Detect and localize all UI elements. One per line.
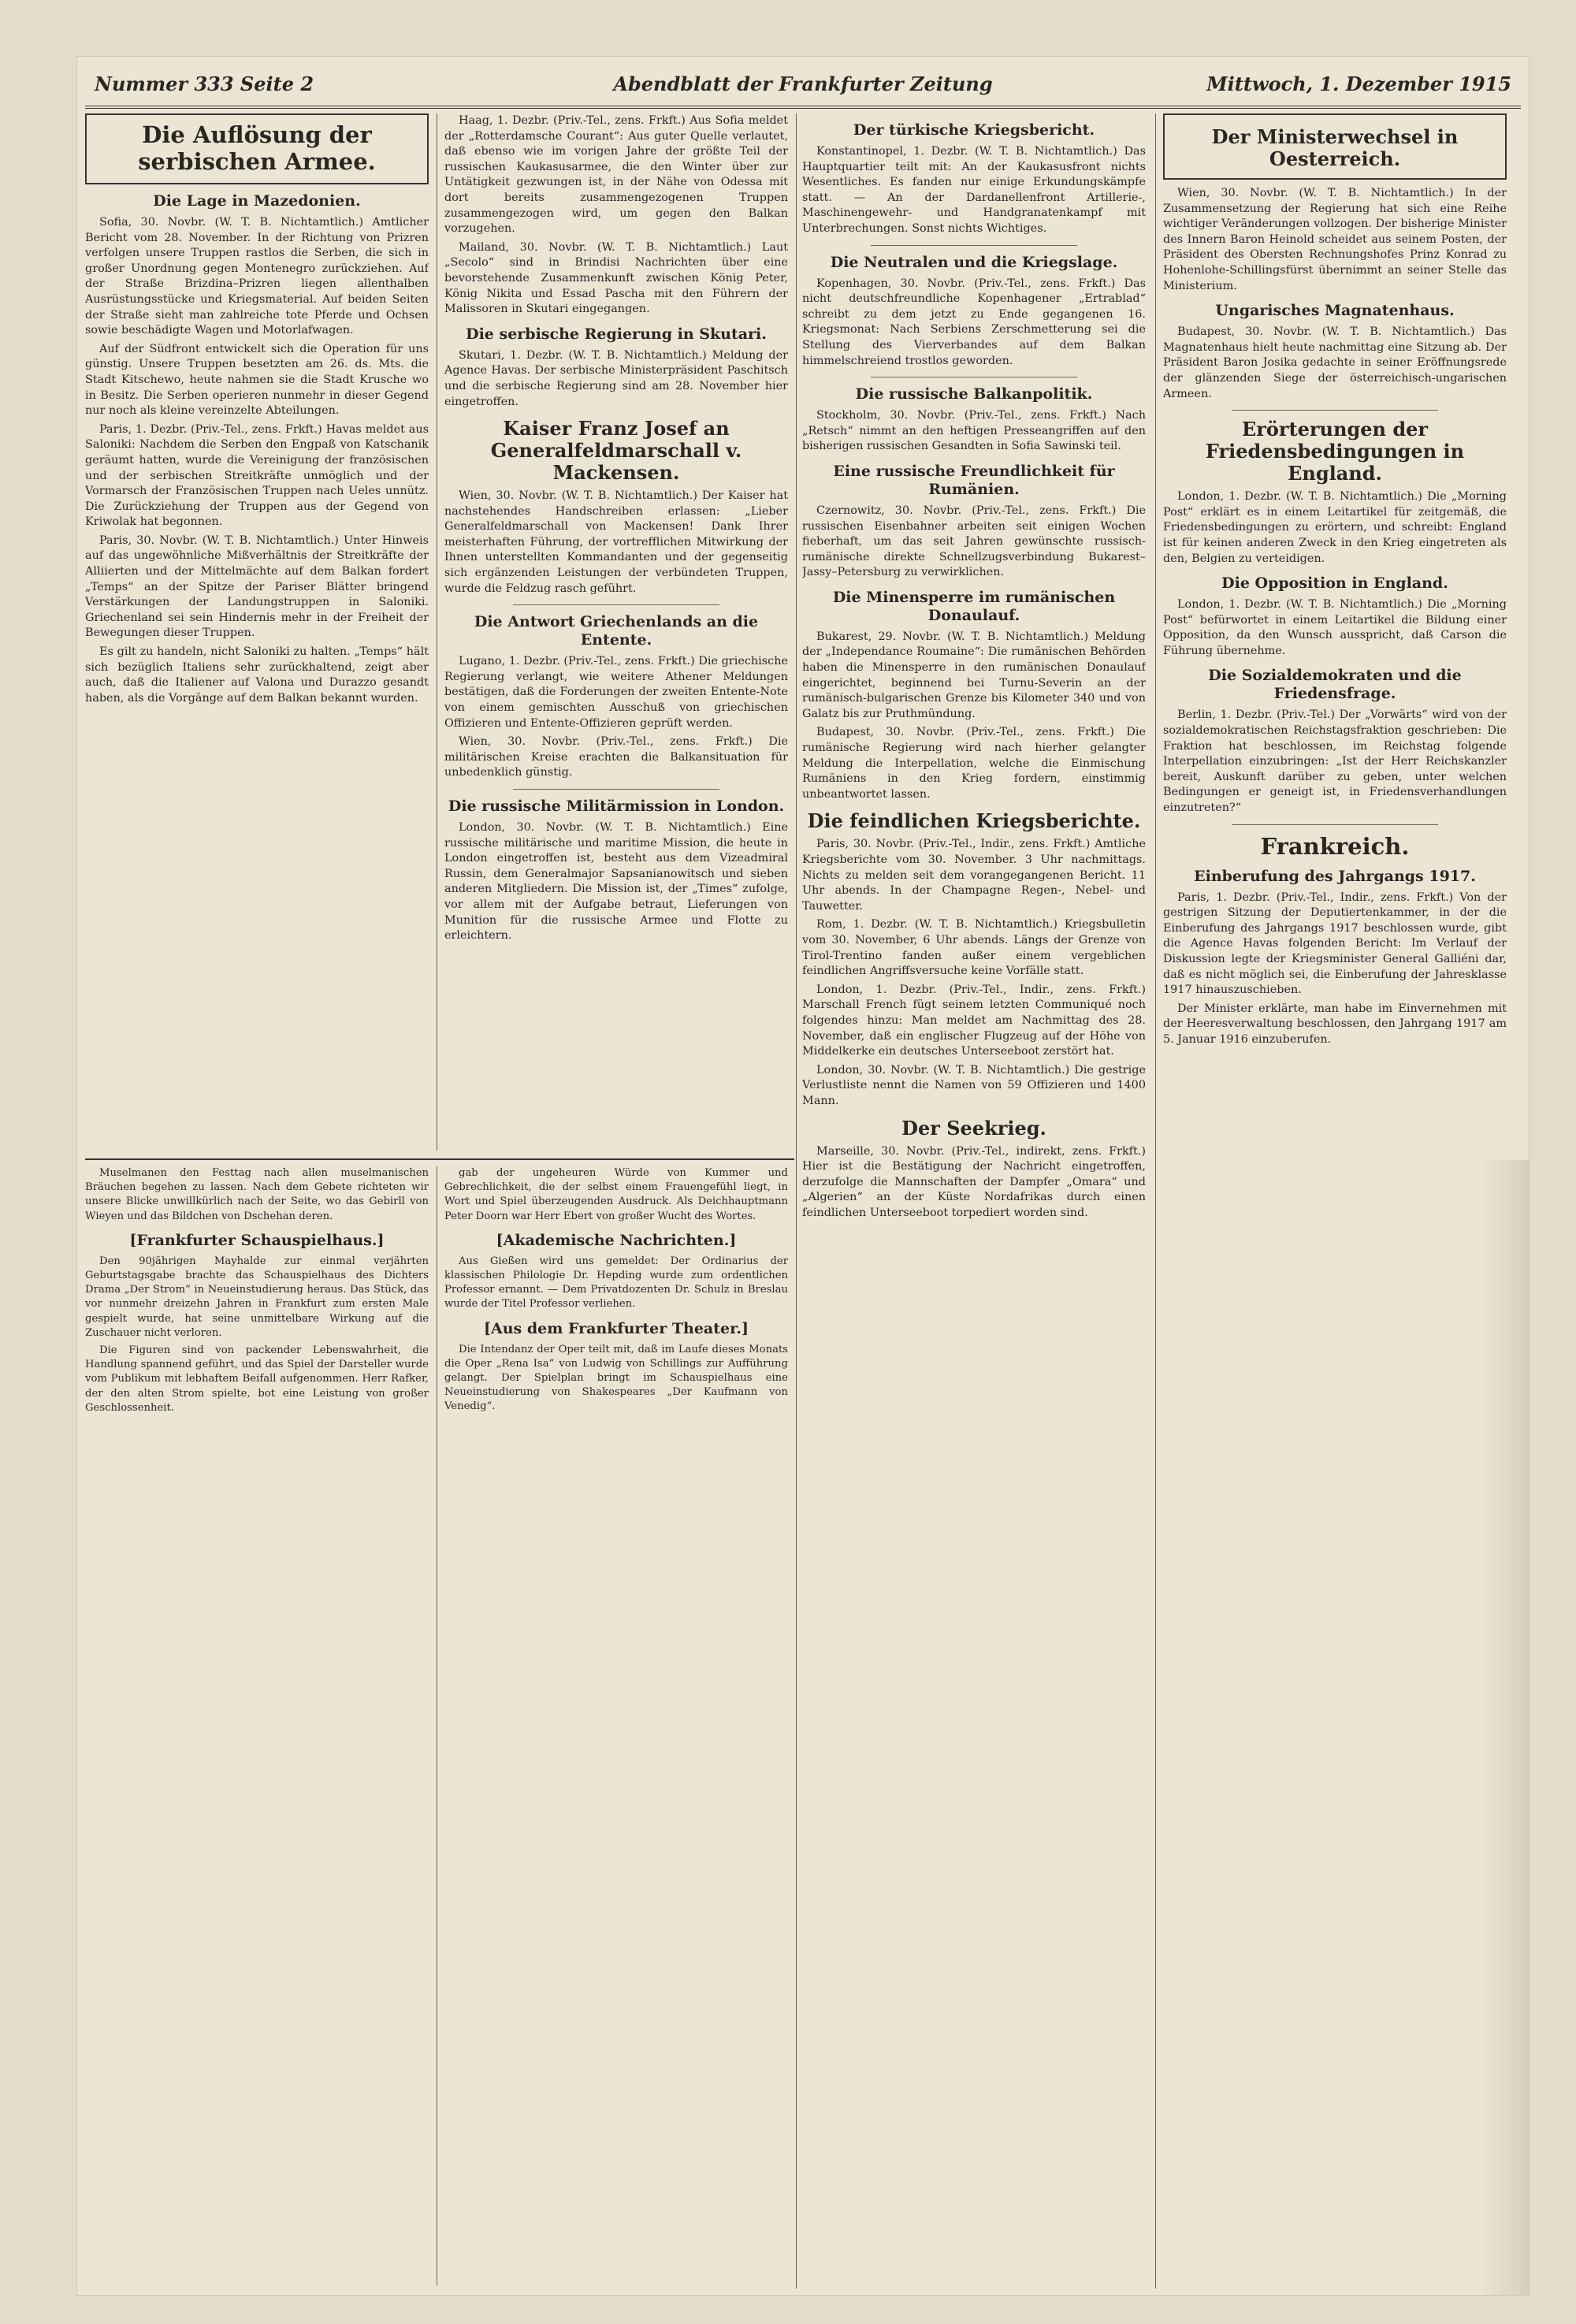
article-paragraph: Paris, 1. Dezbr. (Priv.-Tel., Indir., zens. Frkft.) Von der gestrigen Sitzung der Deputiertenkammer, in der die Einberufung des Jahrgangs 1917 beschlossen wurde, gibt die Agence Havas folgenden Bericht: Im Verlauf der Diskussion legte der Kriegsminister General Galliéni dar, daß es nicht möglich sei, die Einberufung der Jahresklasse 1917 hinauszuschieben.	[1163, 891, 1507, 997]
headline-magnates-house: Ungarisches Magnatenhaus.	[1215, 302, 1455, 320]
article-paragraph: London, 1. Dezbr. (W. T. B. Nichtamtlich.) Die „Morning Post“ erklärt es in einem Leitartikel für zeitgemäß, die Friedensbedingungen zu erörtern, und schreibt: England ist für keinen anderen Zweck in den Krieg eingetreten als den, Belgien zu verteidigen.	[1163, 490, 1507, 565]
article-paragraph: London, 30. Novbr. (W. T. B. Nichtamtlich.) Eine russische militärische und maritime Mission, die heute in London eingetroffen ist, besteht aus dem Vizeadmiral Russin, dem Generalmajor Sapsanianowitsch und sieben anderen Mitgliedern. Die Mission ist, der „Times“ zufolge, vor allem mit der Aufgabe betraut, Lieferungen von Munition für die russische Armee und Flotte zu erleichtern.	[444, 821, 788, 943]
headline-academic-news: [Akademische Nachrichten.]	[496, 1231, 737, 1249]
headline-box	[1163, 113, 1507, 180]
subhead-class-1917: Einberufung des Jahrgangs 1917.	[1194, 867, 1476, 885]
article-paragraph: Budapest, 30. Novbr. (Priv.-Tel., zens. Frkft.) Die rumänische Regierung wird nach hierher gelangter Meldung die Interpellation, welche die Einmischung Rumäniens in den Krieg fordern, einstimmig unbeantwortet lassen.	[802, 726, 1146, 801]
headline-romania-friendliness: Eine russische Freundlichkeit für Rumänien.	[833, 462, 1115, 498]
article-paragraph: Auf der Südfront entwickelt sich die Operation für uns günstig. Unsere Truppen besetzten am 26. ds. Mts. die Stadt Kitschewo, heute nahmen sie die Stadt Krusche wo in Besitz. Die Serben operieren nunmehr in dieser Gegend nur noch als kleine vereinzelte Abteilungen.	[85, 342, 429, 418]
headline-schauspielhaus: [Frankfurter Schauspielhaus.]	[129, 1231, 385, 1249]
article-paragraph: Lugano, 1. Dezbr. (Priv.-Tel., zens. Frkft.) Die griechische Regierung verlangt, wie weitere Athener Meldungen bestätigen, daß die Forderungen der zweiten Entente-Note von einem gemischten Ausschuß von griechischen Offizieren und Entente-Offizieren geprüft werden.	[444, 655, 788, 730]
headline-ministerial-change: Der Ministerwechsel in Oesterreich.	[1211, 125, 1459, 170]
headline-serbian-army: Die Auflösung der serbischen Armee.	[138, 121, 376, 175]
feuilleton-column-1	[85, 1166, 429, 2285]
headline-peace-terms: Erörterungen der Friedensbedingungen in England.	[1205, 418, 1465, 485]
article-paragraph: Aus Gießen wird uns gemeldet: Der Ordinarius der klassischen Philologie Dr. Hepding wurde zum ordentlichen Professor ernannt. — Dem Privatdozenten Dr. Schulz in Breslau wurde der Titel Professor verliehen.	[444, 1255, 788, 1311]
column-rule	[796, 113, 797, 2289]
newspaper-title: Abendblatt der Frankfurter Zeitung	[613, 73, 993, 95]
headline-enemy-reports: Die feindlichen Kriegsberichte.	[807, 809, 1141, 833]
section-divider	[1232, 824, 1438, 825]
feuilleton-rule	[85, 1158, 794, 1160]
headline-neutrals: Die Neutralen und die Kriegslage.	[830, 253, 1118, 271]
section-divider	[513, 789, 719, 790]
section-divider	[1232, 410, 1438, 411]
article-paragraph: Kopenhagen, 30. Novbr. (Priv.-Tel., zens. Frkft.) Das nicht deutschfreundliche Kopenhagener „Ertrablad“ schreibt zu dem jetzt zu Ende gegangenen 16. Kriegsmonat: Nach Serbiens Zerschmetterung sei die Stellung des Vierverbandes auf dem Balkan himmelschreiend trostlos geworden.	[802, 277, 1146, 367]
masthead	[85, 63, 1521, 109]
headline-social-democrats: Die Sozialdemokraten und die Friedensfrage.	[1208, 667, 1462, 703]
headline-theater: [Aus dem Frankfurter Theater.]	[484, 1319, 749, 1337]
article-paragraph: Bukarest, 29. Novbr. (W. T. B. Nichtamtlich.) Meldung der „Independance Roumaine“: Die rumänischen Behörden haben die Minensperre in den rumänischen Donaulauf eingerichtet, beginnend bei Turnu-Severin an der rumänisch-bulgarischen Grenze bis Kilometer 340 und von Galatz bis zur Pruthmündung.	[802, 630, 1146, 720]
feuilleton-column-2	[444, 1166, 788, 2285]
headline-france: Frankreich.	[1260, 832, 1410, 860]
column-rule	[1155, 113, 1156, 2289]
subhead-macedonia: Die Lage in Mazedonien.	[153, 192, 361, 210]
section-divider	[871, 245, 1077, 246]
article-paragraph: Berlin, 1. Dezbr. (Priv.-Tel.) Der „Vorwärts“ wird von der sozialdemokratischen Reichstagsfraktion geschrieben: Die Fraktion hat beschlossen, im Reichstag folgende Interpellation einzubringen: „Ist der Herr Reichskanzler bereit, Auskunft darüber zu geben, unter welchen Bedingungen er geneigt ist, in Friedensverhandlungen einzutreten?“	[1163, 708, 1507, 815]
newspaper-page	[77, 57, 1529, 2295]
article-paragraph: Die Figuren sind von packender Lebenswahrheit, die Handlung spannend geführt, und das Spiel der Darsteller wurde vom Publikum mit lebhaftem Beifall aufgenommen. Herr Rafker, der den alten Strom spielte, bot eine Leistung von großer Geschlossenheit.	[85, 1344, 429, 1414]
article-paragraph: Marseille, 30. Novbr. (Priv.-Tel., indirekt, zens. Frkft.) Hier ist die Bestätigung der Nachricht eingetroffen, derzufolge die Mannschaften der Dampfer „Omara“ und „Algerien“ an der Küste Nordafrikas durch einen feindlichen Unterseeboot torpediert worden sind.	[802, 1144, 1146, 1219]
article-paragraph: gab der ungeheuren Würde von Kummer und Gebrechlichkeit, die der selbst einem Frauengefühl liegt, in Wort und Spiel überzeugenden Ausdruck. Als Deichhauptmann Peter Doorn war Herr Ebert von großer Wucht des Wortes.	[444, 1167, 788, 1222]
column-2	[444, 113, 788, 1151]
article-paragraph: Wien, 30. Novbr. (Priv.-Tel., zens. Frkft.) Die militärischen Kreise erachten die Balkansituation für unbedenklich günstig.	[444, 735, 788, 779]
article-paragraph: Budapest, 30. Novbr. (W. T. B. Nichtamtlich.) Das Magnatenhaus hielt heute nachmittag eine Sitzung ab. Der Präsident Baron Josika gedachte in seiner Eröffnungsrede der glänzenden Siege der österreichisch-ungarischen Armeen.	[1163, 325, 1507, 400]
headline-russian-mission: Die russische Militärmission in London.	[448, 798, 785, 815]
article-paragraph: Paris, 1. Dezbr. (Priv.-Tel., zens. Frkft.) Havas meldet aus Saloniki: Nachdem die Serben den Engpaß von Katschanik geräumt hatten, wurde die Vereinigung der französischen und der serbischen Streitkräfte unmöglich und der Vormarsch der Französischen Truppen nach Ueles unnütz. Die Zurückziehung der Truppen aus der Gegend von Kriwolak hat begonnen.	[85, 422, 429, 529]
article-paragraph: Mailand, 30. Novbr. (W. T. B. Nichtamtlich.) Laut „Secolo“ sind in Brindisi Nachrichten über eine bevorstehende Zusammenkunft zwischen König Peter, König Nikita und Essad Pascha mit den Führern der Malissoren in Skutari eingegangen.	[444, 240, 788, 316]
article-paragraph: London, 1. Dezbr. (W. T. B. Nichtamtlich.) Die „Morning Post“ befürwortet in einem Leitartikel die Bildung einer Opposition, da den Wunsch ausspricht, daß Carson die Führung übernehme.	[1163, 598, 1507, 657]
headline-mine-barrier: Die Minensperre im rumänischen Donaulauf.	[832, 588, 1116, 624]
issue-number: Nummer 333 Seite 2	[95, 73, 314, 95]
headline-naval-war: Der Seekrieg.	[901, 1116, 1046, 1140]
headline-opposition: Die Opposition in England.	[1221, 574, 1448, 593]
article-paragraph: Sofia, 30. Novbr. (W. T. B. Nichtamtlich.) Amtlicher Bericht vom 28. November. In der Richtung von Prizren verfolgen unsere Truppen rastlos die Serben, die sich in großer Unordnung gegen Montenegro zurückziehen. Auf der Straße Brizdina–Prizren liegen allenthalben Ausrüstungsstücke und Kriegsmaterial. Auf beiden Seiten der Straße sieht man zahlreiche tote Pferde und Ochsen sowie beschädigte Wagen und Motorlafwagen.	[85, 216, 429, 337]
article-paragraph: Czernowitz, 30. Novbr. (Priv.-Tel., zens. Frkft.) Die russischen Eisenbahner arbeiten seit einigen Wochen fieberhaft, um das seit Jahren gewünschte russisch-rumänische direkte Schnellzugsverbindung Bukarest–Jassy–Petersburg zu verwirklichen.	[802, 504, 1146, 579]
section-divider	[513, 604, 719, 605]
article-paragraph: Den 90jährigen Mayhalde zur einmal verjährten Geburtstagsgabe brachte das Schauspielhaus des Dichters Drama „Der Strom“ in Neueinstudierung heraus. Das Stück, das vor nunmehr dreizehn Jahren in Frankfurt zum ersten Male gespielt wurde, hat seine unmittelbare Wirkung auf die Zuschauer nicht verloren.	[85, 1255, 429, 1339]
article-paragraph: Wien, 30. Novbr. (W. T. B. Nichtamtlich.) In der Zusammensetzung der Regierung hat sich eine Reihe wichtiger Veränderungen vollzogen. Der bisherige Minister des Innern Baron Heinold scheidet aus seinem Posten, der Präsident des Obersten Rechnungshofes Prinz Konrad zu Hohenlohe-Schillingsfürst übernimmt an seiner Stelle das Ministerium.	[1163, 187, 1507, 292]
headline-skutari: Die serbische Regierung in Skutari.	[466, 325, 767, 343]
article-paragraph: Es gilt zu handeln, nicht Saloniki zu halten. „Temps“ hält sich bezüglich Italiens sehr zurückhaltend, zeigt aber auch, daß die Italiener auf Valona und Durazzo gesandt haben, als die Vorgänge auf dem Balkan bekannt wurden.	[85, 645, 429, 705]
article-paragraph: Wien, 30. Novbr. (W. T. B. Nichtamtlich.) Der Kaiser hat nachstehendes Handschreiben erlassen: „Lieber Generalfeldmarschall von Mackensen! Dank Ihrer meisterhaften Führung, der vortrefflichen Mitwirkung der Ihnen unterstellten Kommandanten und der gegenseitig sich ergänzenden Leistungen der verbündeten Truppen, wurde die Feldzug rasch geführt.	[444, 489, 788, 595]
article-paragraph: Der Minister erklärte, man habe im Einvernehmen mit der Heeresverwaltung beschlossen, den Jahrgang 1917 am 5. Januar 1916 einzuberufen.	[1163, 1002, 1507, 1046]
headline-box	[85, 113, 429, 184]
article-paragraph: Paris, 30. Novbr. (W. T. B. Nichtamtlich.) Unter Hinweis auf das ungewöhnliche Mißverhältnis der Streitkräfte der Alliierten und der Mittelmächte auf dem Balkan fordert „Temps“ an der Spitze der Pariser Blätter bringend Verstärkungen der Landungstruppen in Saloniki. Griechenland sei sein Hindernis mehr in der Freiheit der Bewegungen dieser Truppen.	[85, 534, 429, 640]
headline-kaiser-letter: Kaiser Franz Josef an Generalfeldmarschall v. Mackensen.	[490, 417, 742, 485]
article-paragraph: Haag, 1. Dezbr. (Priv.-Tel., zens. Frkft.) Aus Sofia meldet der „Rotterdamsche Courant“: Aus guter Quelle verlautet, daß ebenso wie im vorigen Jahre der größte Teil der russischen Kaukasusarmee, die den Winter über zur Untätigkeit gezwungen ist, in der Nähe von Odessa mit dort bereits zusammengezogenen Truppen zusammengezogen wird, um gegen den Balkan vorzugehen.	[444, 114, 788, 236]
article-paragraph: Skutari, 1. Dezbr. (W. T. B. Nichtamtlich.) Meldung der Agence Havas. Der serbische Ministerpräsident Paschitsch und die serbische Regierung sind am 28. November hier eingetroffen.	[444, 348, 788, 408]
column-4	[1163, 113, 1507, 2289]
headline-turkish-report: Der türkische Kriegsbericht.	[853, 121, 1095, 139]
column-1	[85, 113, 429, 1151]
article-paragraph: London, 30. Novbr. (W. T. B. Nichtamtlich.) Die gestrige Verlustliste nennt die Namen von 59 Offizieren und 1400 Mann.	[802, 1063, 1146, 1107]
article-paragraph: London, 1. Dezbr. (Priv.-Tel., Indir., zens. Frkft.) Marschall French fügt seinem letzten Communiqué noch folgendes hinzu: Man meldet am Nachmittag des 28. November, daß ein englischer Flugzeug auf der Höhe von Middelkerke ein deutsches Unterseeboot zerstört hat.	[802, 983, 1146, 1058]
article-paragraph: Konstantinopel, 1. Dezbr. (W. T. B. Nichtamtlich.) Das Hauptquartier teilt mit: An der Kaukasusfront nichts Wesentliches. Es fanden nur einige Erkundungskämpfe statt. — An der Dardanellenfront Artillerie-, Maschinengewehr- und Handgranatenkampf mit Unterbrechungen. Sonst nichts Wichtiges.	[802, 145, 1146, 235]
article-paragraph: Die Intendanz der Oper teilt mit, daß im Laufe dieses Monats die Oper „Rena Isa“ von Ludwig von Schillings zur Aufführung gelangt. Der Spielplan bringt im Schauspielhaus eine Neueinstudierung von Shakespeares „Der Kaufmann von Venedig“.	[444, 1343, 788, 1413]
issue-date: Mittwoch, 1. Dezember 1915	[1206, 73, 1511, 95]
headline-greek-answer: Die Antwort Griechenlands an die Entente.	[474, 613, 759, 649]
article-paragraph: Paris, 30. Novbr. (Priv.-Tel., Indir., zens. Frkft.) Amtliche Kriegsberichte vom 30. November. 3 Uhr nachmittags. Nichts zu melden seit dem vorangegangenen Bericht. 11 Uhr abends. In der Champagne Regen-, Nebel- und Tauwetter.	[802, 838, 1146, 913]
column-3	[802, 113, 1146, 2289]
article-paragraph: Rom, 1. Dezbr. (W. T. B. Nichtamtlich.) Kriegsbulletin vom 30. November, 6 Uhr abends. Längs der Grenze von Tirol-Trentino fanden außer einem vergeblichen feindlichen Angriffsversuche keine Vorfälle statt.	[802, 918, 1146, 978]
article-paragraph: Stockholm, 30. Novbr. (Priv.-Tel., zens. Frkft.) Nach „Retsch“ nimmt an den heftigen Presseangriffen auf den bisherigen russischen Gesandten in Sofia Sawinski teil.	[802, 409, 1146, 453]
headline-balkan-policy: Die russische Balkanpolitik.	[855, 385, 1093, 403]
article-paragraph: Muselmanen den Festtag nach allen muselmanischen Bräuchen begehen zu lassen. Nach dem Gebete richteten wir unsere Blicke unwillkürlich nach der Seite, wo das Gebirll von Wieyen und das Bildchen von Dschehan deren.	[85, 1167, 429, 1222]
paper-edge-shadow	[1481, 1160, 1529, 2295]
